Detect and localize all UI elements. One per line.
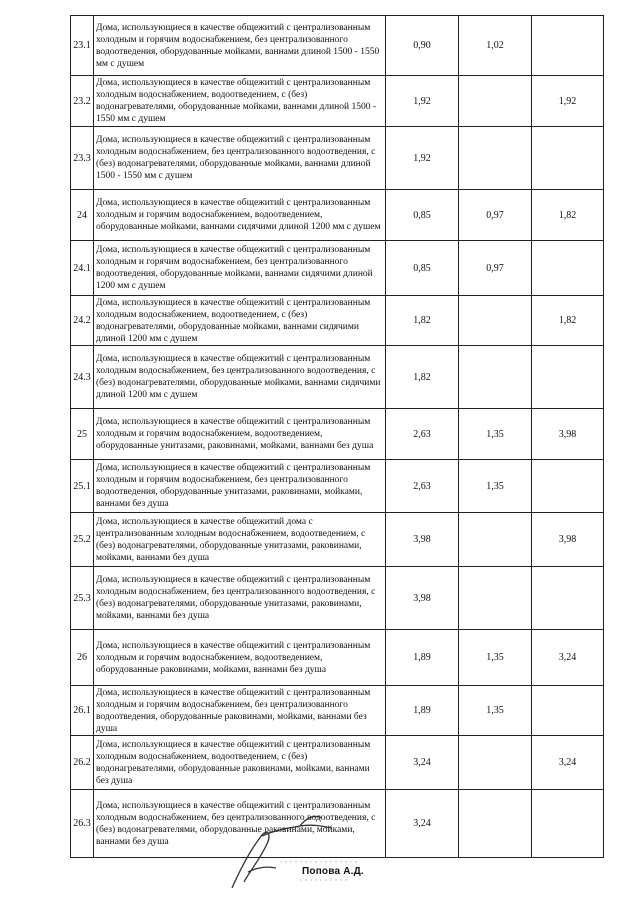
row-number: 23.3 bbox=[71, 127, 94, 190]
table-row bbox=[71, 127, 604, 190]
drainage-value bbox=[532, 241, 604, 296]
drainage-value bbox=[532, 346, 604, 409]
table-row bbox=[71, 630, 604, 686]
drainage-value bbox=[532, 686, 604, 736]
cold-water-value: 3,98 bbox=[386, 513, 459, 567]
table-row bbox=[71, 686, 604, 736]
row-number: 24.3 bbox=[71, 346, 94, 409]
cold-water-value: 1,82 bbox=[386, 296, 459, 346]
drainage-value: 3,24 bbox=[532, 630, 604, 686]
cold-water-value: 1,92 bbox=[386, 127, 459, 190]
row-description: Дома, использующиеся в качестве общежитий с централизованным холодным и горячим водоснабжением, без централизованного водоотведения, оборудованные раковинами, мойками, ваннами без душа bbox=[94, 686, 386, 736]
table-row bbox=[71, 241, 604, 296]
row-description: Дома, использующиеся в качестве общежитий с централизованным холодным и горячим водоснабжением, без централизованного водоотведения, оборудованные унитазами, раковинами, мойками, ваннами без душа bbox=[94, 460, 386, 513]
hot-water-value bbox=[459, 567, 532, 630]
row-description: Дома, использующиеся в качестве общежитий дома с централизованным холодным водоснабжением, водоотведением, с (без) водонагревателями, оборудованные унитазами, раковинами, мойками, ваннами без душа bbox=[94, 513, 386, 567]
row-number: 23.1 bbox=[71, 16, 94, 76]
hot-water-value: 0,97 bbox=[459, 241, 532, 296]
cold-water-value: 2,63 bbox=[386, 460, 459, 513]
row-description: Дома, использующиеся в качестве общежитий с централизованным холодным и горячим водоснабжением, без централизованного водоотведения, оборудованные мойками, ваннами сидячими длиной 1200 мм с душем bbox=[94, 241, 386, 296]
drainage-value: 3,24 bbox=[532, 736, 604, 790]
hot-water-value: 1,35 bbox=[459, 409, 532, 460]
table-row bbox=[71, 460, 604, 513]
cold-water-value: 3,98 bbox=[386, 567, 459, 630]
row-description: Дома, использующиеся в качестве общежитий с централизованным холодным водоснабжением, водоотведением, с (без) водонагревателями, оборудованные мойками, ваннами длиной 1500 - 1550 мм с душем bbox=[94, 76, 386, 127]
drainage-value: 1,92 bbox=[532, 76, 604, 127]
row-number: 24.2 bbox=[71, 296, 94, 346]
row-description: Дома, использующиеся в качестве общежитий с централизованным холодным водоснабжением, без централизованного водоотведения, с (без) водонагревателями, оборудованные мойками, ваннами сидячими длиной 1200 мм с душем bbox=[94, 346, 386, 409]
row-description: Дома, использующиеся в качестве общежитий с централизованным холодным и горячим водоснабжением, водоотведением, оборудованные унитазами, раковинами, мойками, ваннами без душа bbox=[94, 409, 386, 460]
cold-water-value: 0,85 bbox=[386, 241, 459, 296]
row-number: 24 bbox=[71, 190, 94, 241]
drainage-value: 3,98 bbox=[532, 409, 604, 460]
hot-water-value: 1,35 bbox=[459, 460, 532, 513]
hot-water-value bbox=[459, 127, 532, 190]
row-description: Дома, использующиеся в качестве общежитий с централизованным холодным водоснабжением, без централизованного водоотведения, с (без) водонагревателями, оборудованные раковинами, мойками, ваннами без душа bbox=[94, 790, 386, 858]
table-row bbox=[71, 190, 604, 241]
row-description: Дома, использующиеся в качестве общежитий с централизованным холодным водоснабжением, водоотведением, с (без) водонагревателями, оборудованные мойками, ваннами сидячими длиной 1200 мм с душем bbox=[94, 296, 386, 346]
hot-water-value bbox=[459, 76, 532, 127]
cold-water-value: 3,24 bbox=[386, 736, 459, 790]
hot-water-value: 1,02 bbox=[459, 16, 532, 76]
cold-water-value: 0,90 bbox=[386, 16, 459, 76]
row-number: 26.3 bbox=[71, 790, 94, 858]
row-description: Дома, использующиеся в качестве общежитий с централизованным холодным и горячим водоснабжением, водоотведением, оборудованные мойками, ваннами сидячими длиной 1200 мм с душем bbox=[94, 190, 386, 241]
cold-water-value: 1,82 bbox=[386, 346, 459, 409]
hot-water-value: 0,97 bbox=[459, 190, 532, 241]
row-description: Дома, использующиеся в качестве общежитий с централизованным холодным водоснабжением, без централизованного водоотведения, с (без) водонагревателями, оборудованные унитазами, раковинами, мойками, ваннами без душа bbox=[94, 567, 386, 630]
drainage-value: 3,98 bbox=[532, 513, 604, 567]
cold-water-value: 3,24 bbox=[386, 790, 459, 858]
table-row bbox=[71, 567, 604, 630]
cold-water-value: 2,63 bbox=[386, 409, 459, 460]
stamp-name: Попова А.Д. bbox=[302, 866, 364, 877]
row-description: Дома, использующиеся в качестве общежитий с централизованным холодным и горячим водоснабжением, без централизованного водоотведения, оборудованные мойками, ваннами длиной 1500 - 1550 мм с душем bbox=[94, 16, 386, 76]
row-number: 25.2 bbox=[71, 513, 94, 567]
drainage-value bbox=[532, 567, 604, 630]
drainage-value bbox=[532, 127, 604, 190]
row-number: 26 bbox=[71, 630, 94, 686]
table-row bbox=[71, 790, 604, 858]
cold-water-value: 1,92 bbox=[386, 76, 459, 127]
drainage-value bbox=[532, 16, 604, 76]
hot-water-value: 1,35 bbox=[459, 686, 532, 736]
row-number: 25.1 bbox=[71, 460, 94, 513]
hot-water-value bbox=[459, 296, 532, 346]
row-description: Дома, использующиеся в качестве общежитий с централизованным холодным и горячим водоснабжением, водоотведением, оборудованные раковинами, мойками, ваннами без душа bbox=[94, 630, 386, 686]
row-number: 24.1 bbox=[71, 241, 94, 296]
row-description: Дома, использующиеся в качестве общежитий с централизованным холодным водоснабжением, водоотведением, с (без) водонагревателями, оборудованные раковинами, мойками, ваннами без душа bbox=[94, 736, 386, 790]
hot-water-value: 1,35 bbox=[459, 630, 532, 686]
table-row bbox=[71, 346, 604, 409]
row-number: 25.3 bbox=[71, 567, 94, 630]
row-number: 26.1 bbox=[71, 686, 94, 736]
cold-water-value: 1,89 bbox=[386, 686, 459, 736]
drainage-value bbox=[532, 790, 604, 858]
table-row bbox=[71, 16, 604, 76]
row-number: 23.2 bbox=[71, 76, 94, 127]
hot-water-value bbox=[459, 346, 532, 409]
tariff-table bbox=[70, 15, 604, 858]
row-number: 25 bbox=[71, 409, 94, 460]
table-row bbox=[71, 76, 604, 127]
row-number: 26.2 bbox=[71, 736, 94, 790]
table-row bbox=[71, 736, 604, 790]
table-row bbox=[71, 409, 604, 460]
table-row bbox=[71, 513, 604, 567]
drainage-value: 1,82 bbox=[532, 190, 604, 241]
drainage-value: 1,82 bbox=[532, 296, 604, 346]
hot-water-value bbox=[459, 790, 532, 858]
hot-water-value bbox=[459, 513, 532, 567]
cold-water-value: 1,89 bbox=[386, 630, 459, 686]
hot-water-value bbox=[459, 736, 532, 790]
drainage-value bbox=[532, 460, 604, 513]
row-description: Дома, использующиеся в качестве общежитий с централизованным холодным водоснабжением, без централизованного водоотведения, с (без) водонагревателями, оборудованные мойками, ваннами длиной 1500 - 1550 мм с душем bbox=[94, 127, 386, 190]
table-row bbox=[71, 296, 604, 346]
cold-water-value: 0,85 bbox=[386, 190, 459, 241]
